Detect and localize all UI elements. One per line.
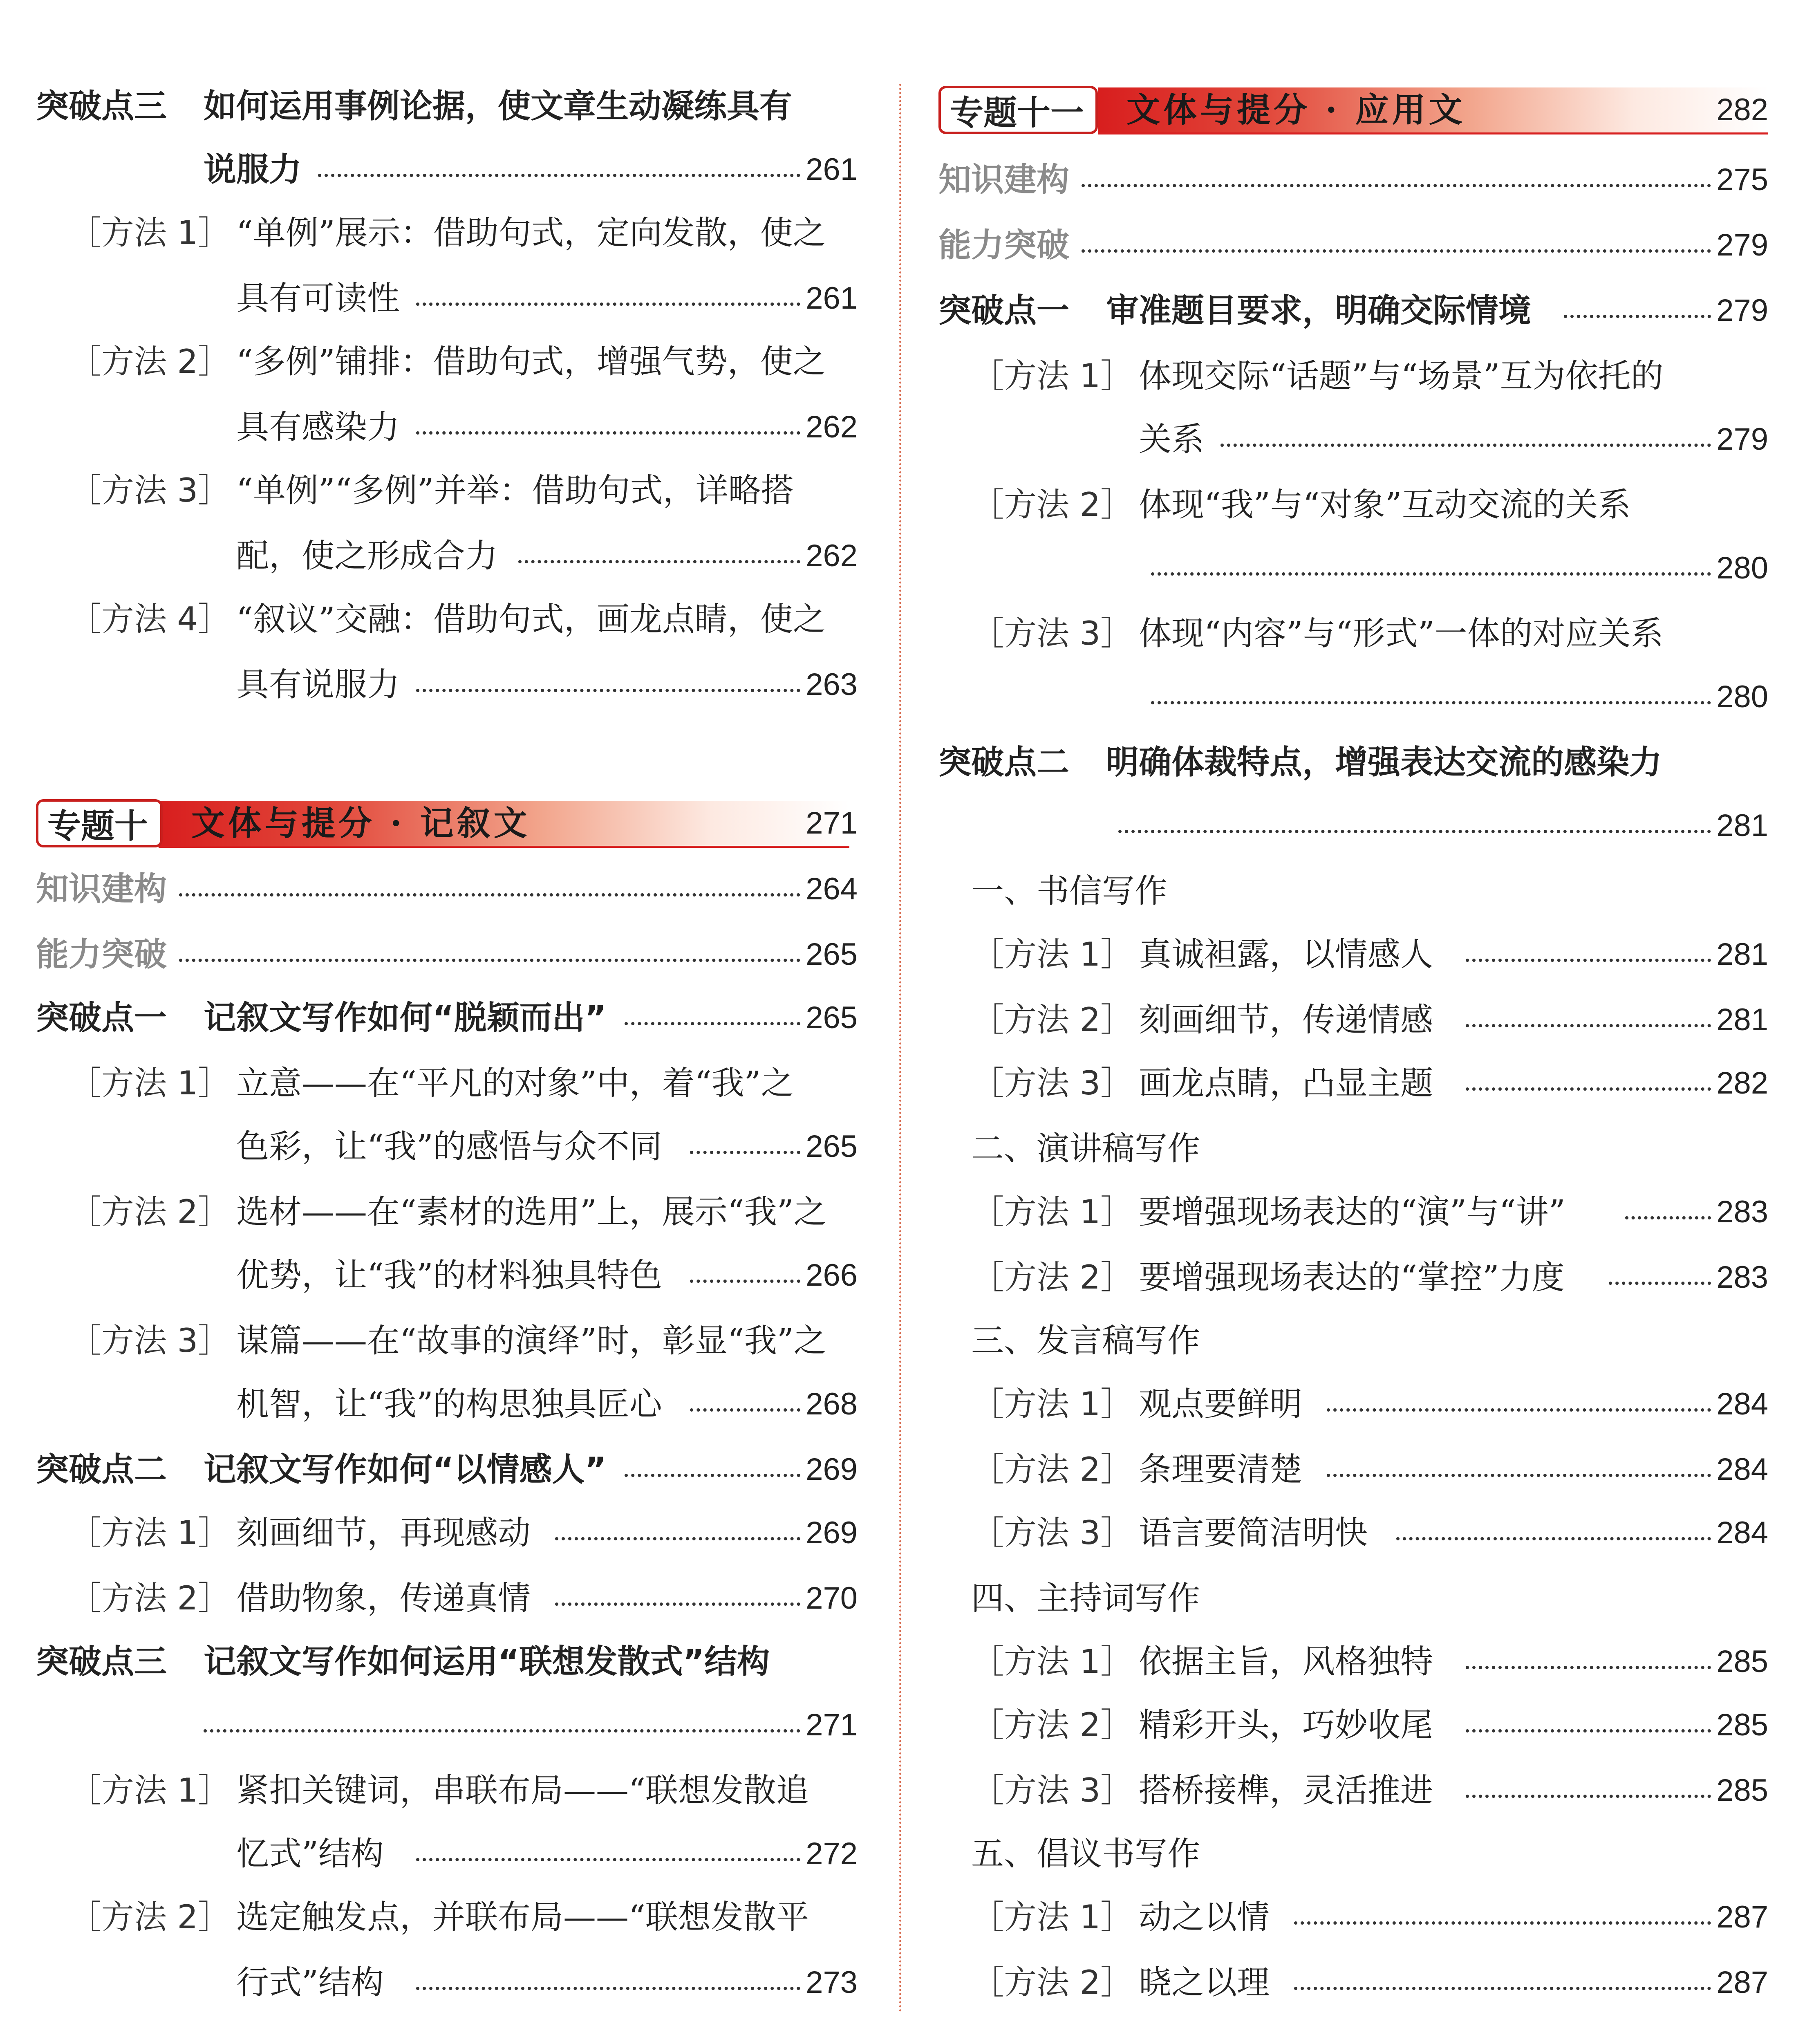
- topic-label: 专题十一: [938, 86, 1098, 134]
- method-text-cont: 忆式”结构: [236, 1835, 384, 1873]
- method-text: 真诚袒露，以情感人: [1139, 935, 1433, 973]
- method-tag: ［方法 2］: [971, 1706, 1133, 1744]
- toc-entry[interactable]: [36, 660, 858, 717]
- method-text-cont: 机智，让“我”的构思独具匠心: [236, 1385, 662, 1423]
- method-tag: ［方法 2］: [69, 1579, 231, 1617]
- method-tag: ［方法 1］: [69, 1771, 231, 1809]
- method-tag: ［方法 2］: [69, 1898, 231, 1936]
- page-number: 264: [806, 872, 858, 906]
- page-number: 262: [806, 410, 858, 444]
- leader-dots: [690, 1151, 800, 1154]
- toc-entry[interactable]: [938, 1508, 1768, 1566]
- toc-entry[interactable]: [36, 1958, 858, 2015]
- toc-entry[interactable]: [36, 1122, 858, 1179]
- toc-entry[interactable]: [938, 415, 1768, 472]
- page-number: 282: [1716, 1066, 1768, 1100]
- point-heading: 记叙文写作如何“脱颖而出”: [204, 999, 607, 1037]
- method-text: 要增强现场表达的“掌控”力度: [1139, 1258, 1565, 1296]
- method-text[interactable]: 选材——在“素材的选用”上，展示“我”之: [236, 1193, 826, 1231]
- method-text: 画龙点睛，凸显主题: [1139, 1064, 1433, 1102]
- page-number: 271: [806, 1708, 858, 1742]
- page-number: 281: [1716, 1002, 1768, 1037]
- method-text[interactable]: “单例”展示：借助句式，定向发散，使之: [236, 214, 826, 252]
- method-tag: ［方法 1］: [971, 935, 1133, 973]
- method-text: 要增强现场表达的“演”与“讲”: [1139, 1193, 1565, 1231]
- toc-entry[interactable]: [938, 930, 1768, 987]
- topic-label: 专题十: [36, 799, 163, 847]
- group-title: 二、演讲稿写作: [971, 1130, 1200, 1168]
- toc-entry[interactable]: [36, 403, 858, 460]
- method-text-cont: 具有感染力: [236, 408, 400, 446]
- method-text-cont: 行式”结构: [236, 1963, 384, 2001]
- page-number: 261: [806, 152, 858, 187]
- leader-dots: [416, 431, 800, 435]
- method-text[interactable]: “多例”铺排：借助句式，增强气势，使之: [236, 343, 826, 381]
- toc-entry[interactable]: [938, 1445, 1768, 1502]
- toc-entry[interactable]: [938, 672, 1768, 730]
- toc-entry[interactable]: [36, 1829, 858, 1887]
- leader-dots: [1625, 1216, 1711, 1219]
- point-label: 突破点二: [36, 1450, 167, 1488]
- point-label: 突破点二: [938, 743, 1069, 781]
- leader-dots: [1609, 1282, 1711, 1285]
- method-text-cont: 优势，让“我”的材料独具特色: [236, 1256, 662, 1294]
- point-label: 突破点三: [36, 1643, 167, 1681]
- method-text: 语言要简洁明快: [1139, 1514, 1368, 1552]
- method-tag: ［方法 4］: [69, 600, 231, 638]
- page-number: 285: [1716, 1773, 1768, 1808]
- toc-entry[interactable]: [938, 1188, 1768, 1245]
- toc-entry[interactable]: [36, 993, 858, 1051]
- leader-dots: [179, 959, 800, 962]
- method-text[interactable]: 谋篇——在“故事的演绎”时，彰显“我”之: [236, 1322, 826, 1360]
- leader-dots: [690, 1408, 800, 1412]
- toc-entry[interactable]: [36, 145, 858, 202]
- page-number: 268: [806, 1387, 858, 1421]
- page-number: 269: [806, 1515, 858, 1550]
- method-text-cont: 具有说服力: [236, 666, 400, 704]
- method-tag: ［方法 2］: [971, 1450, 1133, 1488]
- point-heading: 记叙文写作如何“以情感人”: [204, 1450, 607, 1488]
- toc-entry[interactable]: [938, 1253, 1768, 1310]
- toc-entry[interactable]: [938, 801, 1768, 858]
- method-tag: ［方法 2］: [971, 486, 1133, 524]
- method-text[interactable]: “单例”“多例”并举：借助句式，详略搭: [236, 471, 794, 509]
- page-number: 265: [806, 1000, 858, 1035]
- page-number: 266: [806, 1258, 858, 1293]
- method-text[interactable]: 选定触发点，并联布局——“联想发散平: [236, 1898, 809, 1936]
- method-text[interactable]: 立意——在“平凡的对象”中，着“我”之: [236, 1064, 794, 1102]
- leader-dots: [179, 893, 800, 896]
- method-text: 刻画细节，传递情感: [1139, 1001, 1433, 1039]
- leader-dots: [555, 1602, 800, 1606]
- toc-entry[interactable]: [938, 1701, 1768, 1758]
- leader-dots: [1466, 1666, 1711, 1669]
- method-tag: ［方法 3］: [971, 1771, 1133, 1809]
- method-tag: ［方法 3］: [69, 1322, 231, 1360]
- page-number: 285: [1716, 1708, 1768, 1742]
- point-label: 突破点一: [36, 999, 167, 1037]
- leader-dots: [318, 174, 800, 177]
- leader-dots: [1327, 1474, 1711, 1477]
- point-heading[interactable]: 如何运用事例论据，使文章生动凝练具有: [204, 87, 792, 125]
- leader-dots: [1564, 315, 1711, 318]
- method-text[interactable]: 体现“我”与“对象”互动交流的关系: [1139, 486, 1631, 524]
- page-number: 270: [806, 1581, 858, 1616]
- page-number: 279: [1716, 293, 1768, 328]
- topic-page: 282: [1716, 92, 1768, 127]
- method-tag: ［方法 2］: [69, 1193, 231, 1231]
- method-text: 借助物象，传递真情: [236, 1579, 531, 1617]
- leader-dots: [416, 1987, 800, 1990]
- toc-entry[interactable]: [938, 995, 1768, 1053]
- topic-banner[interactable]: [36, 799, 858, 848]
- method-text[interactable]: 紧扣关键词，串联布局——“联想发散追: [236, 1771, 809, 1809]
- group-title: 四、主持词写作: [971, 1579, 1200, 1617]
- toc-entry[interactable]: [938, 1958, 1768, 2015]
- leader-dots: [1221, 444, 1711, 447]
- page-number: 284: [1716, 1515, 1768, 1550]
- page-number: 283: [1716, 1260, 1768, 1295]
- page-number: 283: [1716, 1195, 1768, 1229]
- page-number: 285: [1716, 1644, 1768, 1679]
- leader-dots: [1118, 830, 1711, 833]
- toc-entry[interactable]: [36, 1701, 858, 1758]
- page-number: 279: [1716, 228, 1768, 262]
- method-text-cont: 关系: [1139, 420, 1204, 458]
- toc-entry[interactable]: [36, 531, 858, 589]
- page-number: 275: [1716, 162, 1768, 197]
- page-number: 280: [1716, 679, 1768, 714]
- method-tag: ［方法 2］: [971, 1001, 1133, 1039]
- method-text-cont: 色彩，让“我”的感悟与众不同: [236, 1127, 662, 1165]
- leader-dots: [625, 1474, 800, 1477]
- point-label: 突破点三: [36, 87, 167, 125]
- leader-dots: [1396, 1537, 1711, 1540]
- method-text: 依据主旨，风格独特: [1139, 1643, 1433, 1681]
- method-tag: ［方法 2］: [69, 343, 231, 381]
- method-tag: ［方法 3］: [971, 1514, 1133, 1552]
- point-heading[interactable]: 记叙文写作如何运用“联想发散式”结构: [204, 1643, 770, 1681]
- method-text-cont: 具有可读性: [236, 279, 400, 317]
- toc-entry[interactable]: [36, 930, 858, 987]
- method-text[interactable]: 体现“内容”与“形式”一体的对应关系: [1139, 614, 1664, 652]
- method-text: 刻画细节，再现感动: [236, 1514, 531, 1552]
- point-heading[interactable]: 明确体裁特点，增强表达交流的感染力: [1106, 743, 1662, 781]
- method-tag: ［方法 1］: [69, 214, 231, 252]
- method-tag: ［方法 1］: [971, 1898, 1133, 1936]
- leader-dots: [1466, 959, 1711, 962]
- leader-dots: [1466, 1795, 1711, 1798]
- toc-entry[interactable]: [36, 274, 858, 331]
- leader-dots: [416, 303, 800, 306]
- group-title: 一、书信写作: [971, 872, 1167, 910]
- toc-entry[interactable]: [938, 221, 1768, 278]
- page-number: 281: [1716, 937, 1768, 972]
- page-number: 261: [806, 281, 858, 316]
- toc-entry[interactable]: [938, 1380, 1768, 1437]
- leader-dots: [518, 560, 800, 563]
- toc-entry[interactable]: [36, 1508, 858, 1566]
- toc-entry[interactable]: [938, 286, 1768, 343]
- page-number: 279: [1716, 422, 1768, 457]
- point-heading: 审准题目要求，明确交际情境: [1106, 291, 1531, 329]
- method-tag: ［方法 3］: [971, 614, 1133, 652]
- leader-dots: [1327, 1408, 1711, 1412]
- leader-dots: [1294, 1987, 1711, 1990]
- leader-dots: [555, 1537, 800, 1540]
- method-tag: ［方法 1］: [69, 1064, 231, 1102]
- leader-dots: [1151, 572, 1711, 576]
- method-text: 搭桥接榫，灵活推进: [1139, 1771, 1433, 1809]
- topic-banner[interactable]: [938, 86, 1768, 135]
- page-number: 262: [806, 538, 858, 573]
- page-number: 280: [1716, 551, 1768, 585]
- leader-dots: [1294, 1921, 1711, 1925]
- toc-entry[interactable]: [36, 1445, 858, 1502]
- page-number: 265: [806, 937, 858, 972]
- method-text[interactable]: 体现交际“话题”与“场景”互为依托的: [1139, 357, 1664, 395]
- method-text-cont: 配，使之形成合力: [236, 537, 498, 575]
- method-tag: ［方法 2］: [971, 1258, 1133, 1296]
- toc-entry[interactable]: [36, 1251, 858, 1308]
- topic-title: 文体与提分 · 应用文: [1126, 90, 1466, 130]
- method-tag: ［方法 2］: [971, 1963, 1133, 2001]
- toc-entry[interactable]: [36, 1574, 858, 1631]
- toc-entry[interactable]: [36, 865, 858, 922]
- point-heading-cont: 说服力: [204, 150, 302, 188]
- page-number: 273: [806, 1965, 858, 2000]
- page-number: 265: [806, 1129, 858, 1164]
- page-number: 287: [1716, 1965, 1768, 2000]
- toc-entry[interactable]: [938, 544, 1768, 601]
- leader-dots: [416, 1858, 800, 1861]
- method-text: 条理要清楚: [1139, 1450, 1302, 1488]
- toc-entry[interactable]: [938, 1893, 1768, 1950]
- page-number: 287: [1716, 1900, 1768, 1934]
- ability-label: 能力突破: [36, 935, 167, 973]
- page-number: 269: [806, 1452, 858, 1487]
- method-tag: ［方法 1］: [971, 1385, 1133, 1423]
- ability-label: 能力突破: [938, 226, 1069, 264]
- topic-title: 文体与提分 · 记叙文: [191, 804, 531, 843]
- leader-dots: [1151, 701, 1711, 704]
- leader-dots: [625, 1022, 800, 1025]
- topic-page: 271: [806, 806, 858, 840]
- point-label: 突破点一: [938, 291, 1069, 329]
- column-divider: [899, 84, 901, 2013]
- leader-dots: [1466, 1729, 1711, 1732]
- knowledge-label: 知识建构: [938, 161, 1069, 199]
- method-tag: ［方法 3］: [971, 1064, 1133, 1102]
- method-text: 动之以情: [1139, 1898, 1270, 1936]
- leader-dots: [1466, 1087, 1711, 1091]
- method-text: 观点要鲜明: [1139, 1385, 1302, 1423]
- method-tag: ［方法 1］: [971, 1643, 1133, 1681]
- method-tag: ［方法 3］: [69, 471, 231, 509]
- leader-dots: [690, 1280, 800, 1283]
- page-number: 284: [1716, 1452, 1768, 1487]
- knowledge-label: 知识建构: [36, 870, 167, 908]
- page-number: 281: [1716, 808, 1768, 843]
- group-title: 五、倡议书写作: [971, 1835, 1200, 1873]
- method-tag: ［方法 1］: [971, 1193, 1133, 1231]
- toc-entry[interactable]: [36, 1380, 858, 1437]
- method-tag: ［方法 1］: [971, 357, 1133, 395]
- method-text: 晓之以理: [1139, 1963, 1270, 2001]
- toc-entry[interactable]: [938, 1637, 1768, 1694]
- leader-dots: [1466, 1024, 1711, 1027]
- leader-dots: [1082, 249, 1711, 253]
- method-text[interactable]: “叙议”交融：借助句式，画龙点睛，使之: [236, 600, 826, 638]
- group-title: 三、发言稿写作: [971, 1322, 1200, 1360]
- toc-entry[interactable]: [938, 1766, 1768, 1823]
- toc-entry[interactable]: [938, 1059, 1768, 1116]
- page-number: 263: [806, 667, 858, 702]
- page-number: 272: [806, 1836, 858, 1871]
- page-number: 284: [1716, 1387, 1768, 1421]
- toc-entry[interactable]: [938, 155, 1768, 213]
- method-text: 精彩开头，巧妙收尾: [1139, 1706, 1433, 1744]
- leader-dots: [1082, 184, 1711, 187]
- leader-dots: [416, 689, 800, 692]
- method-tag: ［方法 1］: [69, 1514, 231, 1552]
- leader-dots: [204, 1729, 800, 1732]
